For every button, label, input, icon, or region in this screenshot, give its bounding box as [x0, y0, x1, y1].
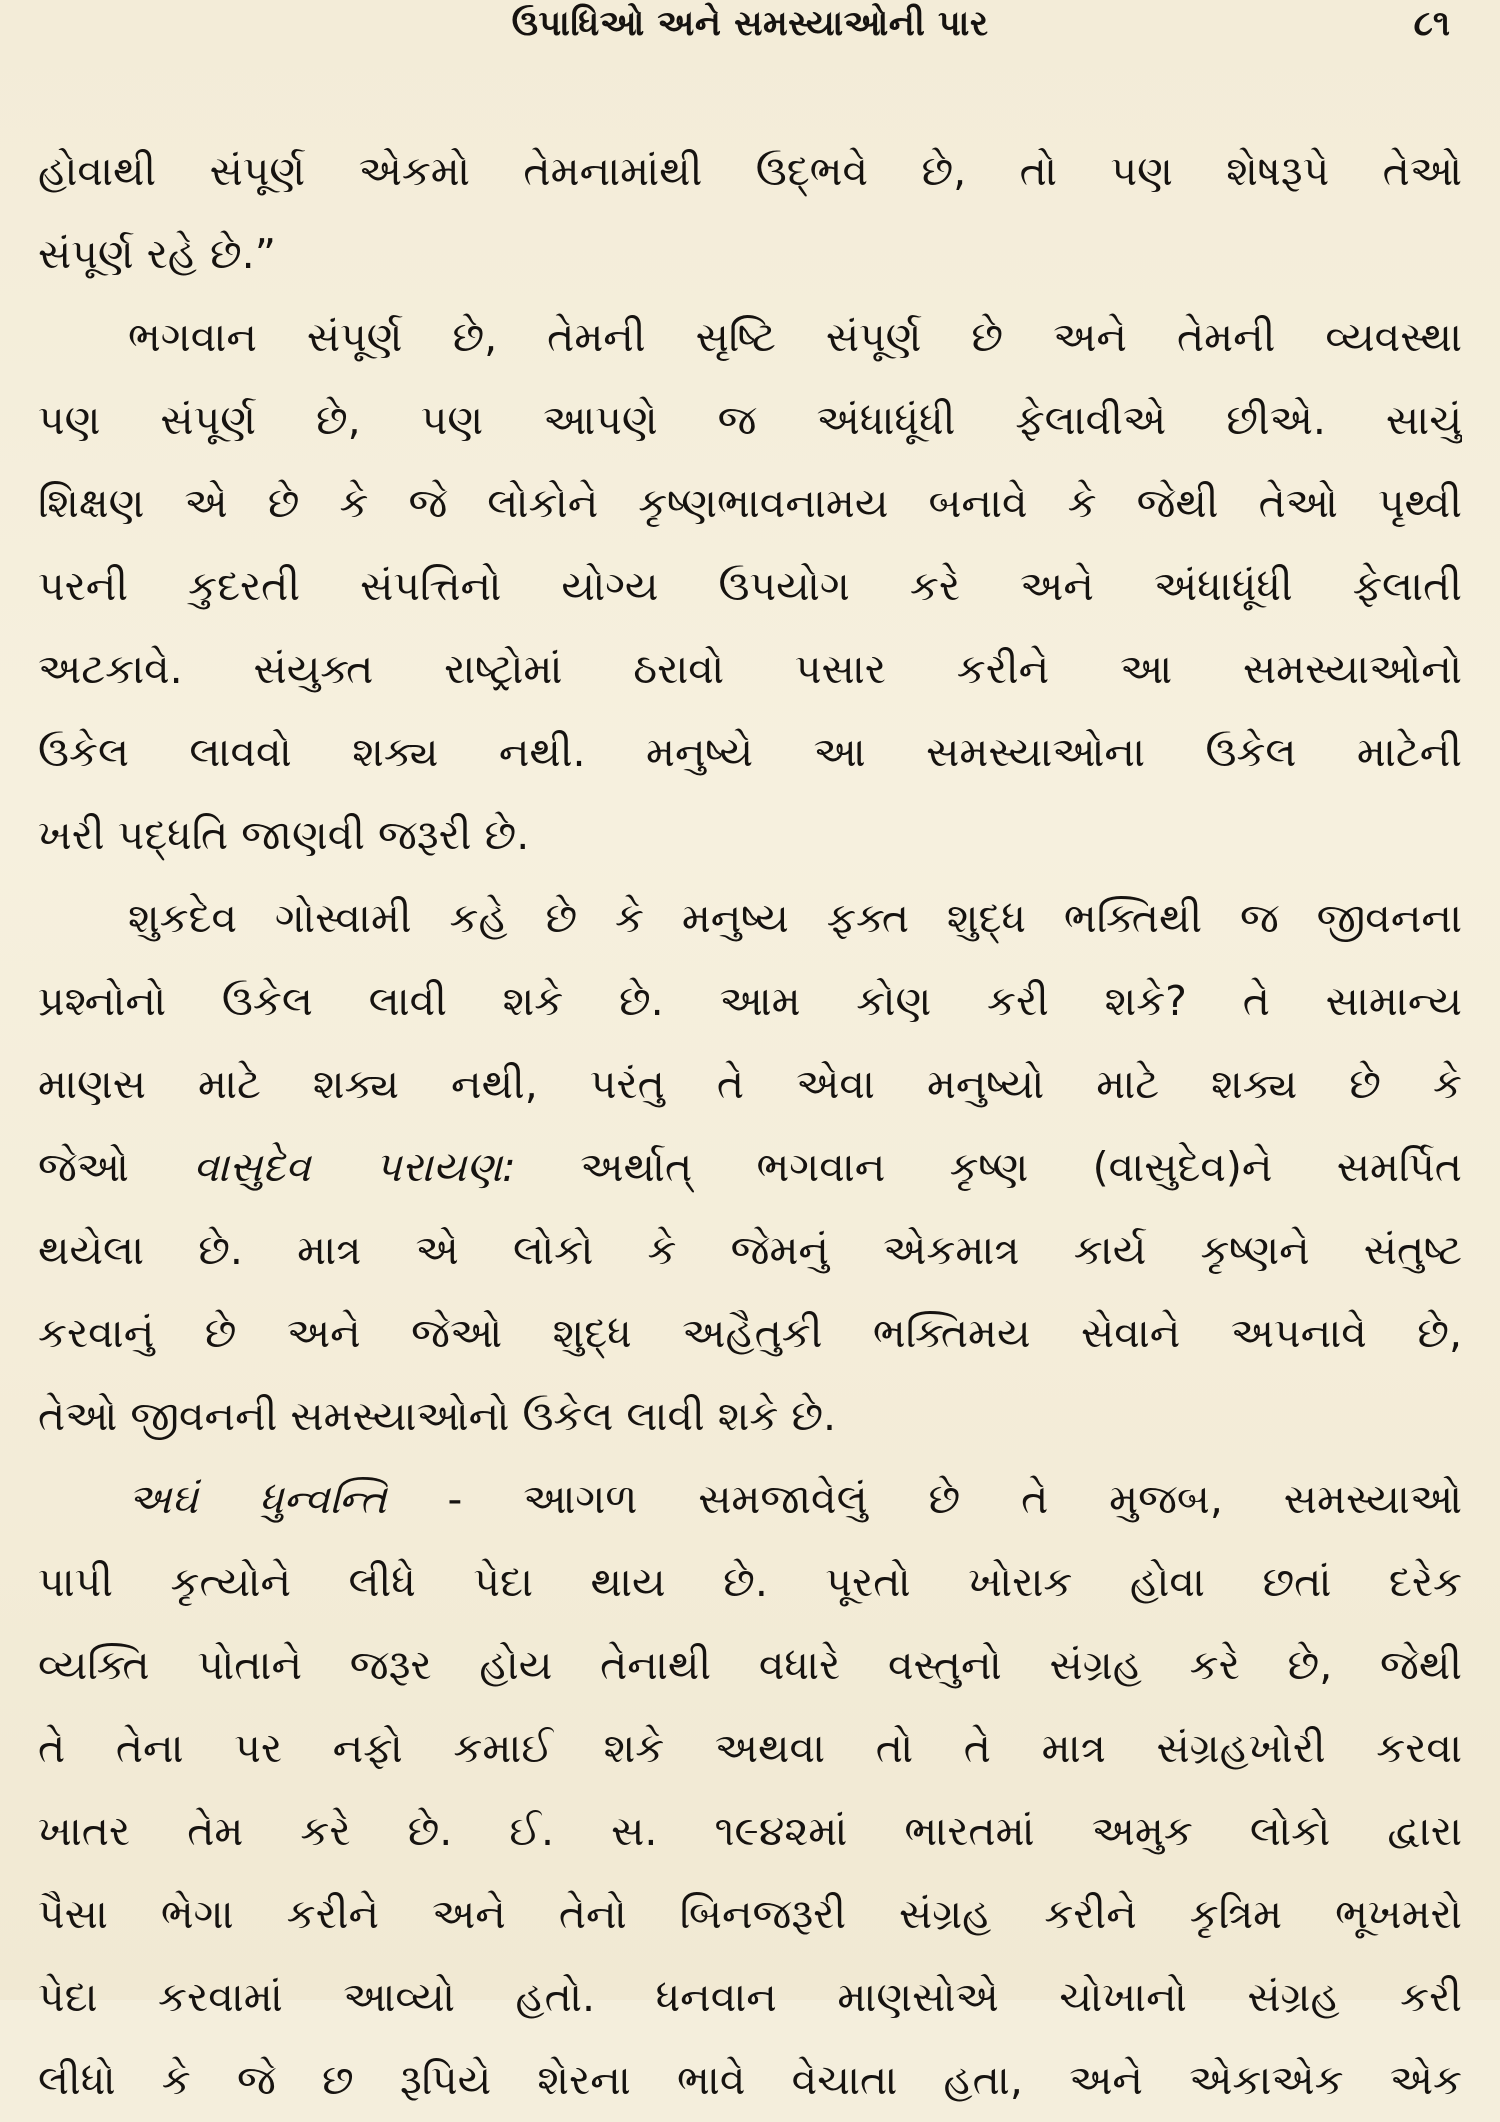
text-line	[38, 1126, 1462, 1209]
text-line: પરની કુદરતી સંપત્તિનો યોગ્ય ઉપયોગ કરે અને અંધાધૂંધી ફેલાતી	[38, 562, 1462, 610]
text-line: માણસ માટે શક્ય નથી, પરંતુ તે એવા મનુષ્યો માટે શક્ય છે કે	[38, 1060, 1462, 1108]
page-number: ૮૧	[1413, 4, 1450, 44]
text-line: તેઓ જીવનની સમસ્યાઓનો ઉકેલ લાવી શકે છે.	[38, 1392, 837, 1440]
text-line	[38, 1458, 1462, 1541]
text-line: પણ સંપૂર્ણ છે, પણ આપણે જ અંધાધૂંધી ફેલાવીએ છીએ. સાચું	[38, 396, 1462, 444]
text-line: પૈસા ભેગા કરીને અને તેનો બિનજરૂરી સંગ્રહ કરીને કૃત્રિમ ભૂખમરો	[38, 1890, 1462, 1938]
text-line: તે તેના પર નફો કમાઈ શકે અથવા તો તે માત્ર સંગ્રહખોરી કરવા	[38, 1724, 1462, 1772]
text-line: ઉકેલ લાવવો શક્ય નથી. મનુષ્યે આ સમસ્યાઓના ઉકેલ માટેની	[38, 728, 1462, 776]
text-line: અટકાવે. સંયુક્ત રાષ્ટ્રોમાં ઠરાવો પસાર કરીને આ સમસ્યાઓનો	[38, 645, 1462, 693]
text-line: શુકદેવ ગોસ્વામી કહે છે કે મનુષ્ય ફક્ત શુદ્ધ ભક્તિથી જ જીવનના	[128, 894, 1462, 942]
text-fragment: જેઓ	[38, 1143, 194, 1191]
text-line: લીધો કે જે છ રૂપિયે શેરના ભાવે વેચાતા હતા, અને એકાએક એક	[38, 2056, 1462, 2104]
text-fragment: - આગળ સમજાવેલું છે તે મુજબ, સમસ્યાઓ	[386, 1475, 1462, 1523]
text-line: કરવાનું છે અને જેઓ શુદ્ધ અહૈતુકી ભક્તિમય સેવાને અપનાવે છે,	[38, 1309, 1462, 1357]
text-line: હોવાથી સંપૂર્ણ એકમો તેમનામાંથી ઉદ્ભવે છે, તો પણ શેષરૂપે તેઓ	[38, 147, 1462, 195]
sanskrit-term: અઘં ધુન્વન્તિ	[128, 1475, 387, 1523]
text-line: સંપૂર્ણ રહે છે.”	[38, 230, 276, 278]
running-header	[38, 0, 1462, 58]
text-line: ખાતર તેમ કરે છે. ઈ. સ. ૧૯૪૨માં ભારતમાં અમુક લોકો દ્વારા	[38, 1807, 1462, 1855]
text-line: શિક્ષણ એ છે કે જે લોકોને કૃષ્ણભાવનામય બનાવે કે જેથી તેઓ પૃથ્વી	[38, 479, 1462, 527]
text-line: પ્રશ્નોનો ઉકેલ લાવી શકે છે. આમ કોણ કરી શકે? તે સામાન્ય	[38, 977, 1462, 1025]
sanskrit-term: વાસુદેવ પરાયણ:	[193, 1143, 516, 1191]
text-fragment: અર્થાત્ ભગવાન કૃષ્ણ (વાસુદેવ)ને સમર્પિત	[515, 1143, 1462, 1191]
chapter-title: ઉપાધિઓ અને સમસ્યાઓની પાર	[511, 4, 989, 44]
text-line: પેદા કરવામાં આવ્યો હતો. ધનવાન માણસોએ ચોખાનો સંગ્રહ કરી	[38, 1973, 1462, 2021]
text-line: ખરી પદ્ધતિ જાણવી જરૂરી છે.	[38, 811, 530, 859]
text-line: વ્યક્તિ પોતાને જરૂર હોય તેનાથી વધારે વસ્તુનો સંગ્રહ કરે છે, જેથી	[38, 1641, 1462, 1689]
text-line: ભગવાન સંપૂર્ણ છે, તેમની સૃષ્ટિ સંપૂર્ણ છે અને તેમની વ્યવસ્થા	[128, 313, 1462, 361]
body-text	[38, 130, 1462, 2122]
text-line: થયેલા છે. માત્ર એ લોકો કે જેમનું એકમાત્ર કાર્ય કૃષ્ણને સંતુષ્ટ	[38, 1226, 1462, 1274]
text-line: પાપી કૃત્યોને લીધે પેદા થાય છે. પૂરતો ખોરાક હોવા છતાં દરેક	[38, 1558, 1462, 1606]
